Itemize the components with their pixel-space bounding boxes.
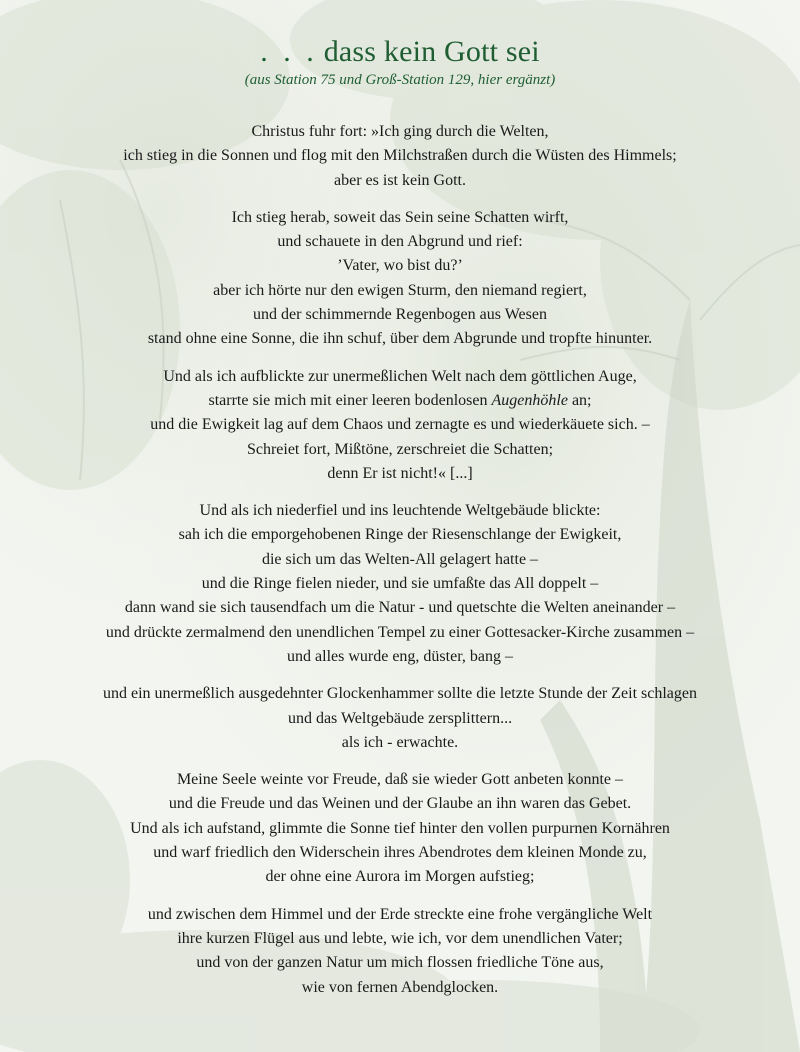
poem-line: ihre kurzen Flügel aus und lebte, wie ich, vor dem unendlichen Vater;: [177, 929, 623, 947]
poem-line: und das Weltgebäude zersplittern...: [287, 709, 513, 727]
poem-line: Ich stieg herab, soweit das Sein seine Schatten wirft,: [231, 208, 569, 226]
poem-line-part: an;: [567, 391, 592, 409]
poem-body: [0, 120, 800, 1000]
poem-line: als ich - erwachte.: [341, 733, 459, 751]
poem-line: aber ich hörte nur den ewigen Sturm, den niemand regiert,: [213, 281, 587, 299]
stanza-3: [0, 365, 800, 486]
poem-line: die sich um das Welten-All gelagert hatte –: [261, 550, 539, 568]
poem-line: sah ich die emporgehobenen Ringe der Riesenschlange der Ewigkeit,: [178, 526, 622, 544]
stanza-4: [0, 499, 800, 669]
poem-line: ’Vater, wo bist du?’: [337, 257, 463, 275]
poem-line: Und als ich aufstand, glimmte die Sonne tief hinter den vollen purpurnen Kornähren: [130, 819, 670, 837]
poem-line: und von der ganzen Natur um mich flossen friedliche Töne aus,: [196, 954, 604, 972]
poem-line: und die Freude und das Weinen und der Glaube an ihn waren das Gebet.: [168, 795, 632, 813]
page-title: [0, 0, 800, 70]
stanza-5: [0, 682, 800, 755]
poem-line: und warf friedlich den Widerschein ihres Abendrotes dem kleinen Monde zu,: [153, 844, 647, 862]
page-subtitle: (aus Station 75 und Groß-Station 129, hier ergänzt): [244, 72, 556, 88]
poem-line: ich stieg in die Sonnen und flog mit den Milchstraßen durch die Wüsten des Himmels;: [123, 147, 677, 165]
title-text: dass kein Gott sei: [323, 35, 540, 68]
stanza-2: [0, 206, 800, 352]
poem-line: Meine Seele weinte vor Freude, daß sie wieder Gott anbeten konnte –: [176, 771, 624, 789]
poem-line: [0, 389, 800, 413]
poem-line: stand ohne eine Sonne, die ihn schuf, über dem Abgrunde und tropfte hinunter.: [147, 330, 653, 348]
stanza-1: [0, 120, 800, 193]
poem-line-part: starrte sie mich mit einer leeren bodenlosen: [208, 391, 492, 409]
poem-line: und zwischen dem Himmel und der Erde streckte eine frohe vergängliche Welt: [147, 905, 653, 923]
title-ellipsis: . . .: [260, 35, 318, 68]
poem-line: und schauete in den Abgrund und rief:: [277, 233, 523, 251]
poem-line: Christus fuhr fort: »Ich ging durch die Welten,: [251, 123, 549, 140]
poem-line: Schreiet fort, Mißtöne, zerschreiet die Schatten;: [246, 440, 554, 458]
poem-line: und drückte zermalmend den unendlichen Tempel zu einer Gottesacker-Kirche zusammen –: [105, 623, 695, 641]
stanza-6: [0, 768, 800, 889]
poem-line: wie von fernen Abendglocken.: [301, 978, 499, 996]
poem-line: aber es ist kein Gott.: [334, 171, 466, 189]
poem-line: Und als ich niederfiel und ins leuchtende Weltgebäude blickte:: [199, 502, 601, 520]
poem-line: denn Er ist nicht!« [...]: [327, 464, 473, 482]
stanza-7: [0, 903, 800, 1000]
poem-line: und ein unermeßlich ausgedehnter Glockenhammer sollte die letzte Stunde der Zeit schlagen: [102, 685, 697, 703]
poem-line: der ohne eine Aurora im Morgen aufstieg;: [265, 868, 535, 886]
poem-line: und die Ewigkeit lag auf dem Chaos und zernagte es und wiederkäuete sich. –: [150, 416, 650, 434]
poem-line: Und als ich aufblickte zur unermeßlichen Welt nach dem göttlichen Auge,: [163, 367, 637, 385]
poem-line: und die Ringe fielen nieder, und sie umfaßte das All doppelt –: [201, 575, 599, 593]
emphasized-word: Augenhöhle: [491, 391, 568, 409]
poem-line: und der schimmernde Regenbogen aus Wesen: [253, 306, 547, 324]
poem-line: dann wand sie sich tausendfach um die Natur - und quetschte die Welten aneinander –: [124, 599, 676, 617]
poem-line: und alles wurde eng, düster, bang –: [287, 647, 513, 665]
